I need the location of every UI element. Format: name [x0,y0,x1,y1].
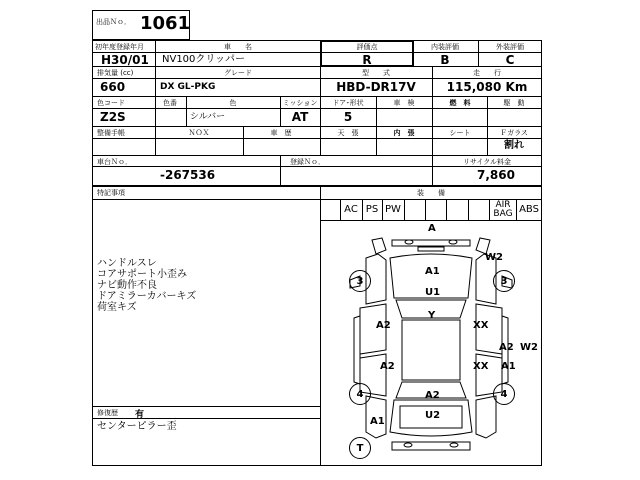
mark-right-rear-panel: A1 [501,361,516,372]
history-label: 車 歴 [270,129,292,137]
fuel-label: 燃 料 [449,99,471,107]
mark-right-window: W2 [520,342,538,353]
note-line: 荷室キズ [97,302,137,313]
equipment-abs: ABS [519,204,539,215]
seat-label: シート [449,129,471,137]
interior-grade-label: 内装評価 [431,43,459,51]
mark-right-rear-door: XX [473,361,489,372]
lot-number-label: 出品Ｎｏ． [96,18,131,26]
chassis-number: -267536 [160,168,216,182]
tire-rear-right: 4 [493,383,515,405]
model-code: HBD-DR17V [336,80,416,94]
color-label: 色 [229,99,237,107]
mileage: 115,080 Km [446,80,528,94]
service-record-label: 整備手帳 [97,129,125,137]
equipment-pw: PW [385,204,401,215]
chassis-number-label: 車台Ｎｏ． [97,158,132,166]
nox-label: ＮＯＸ [188,129,210,137]
equipment-ps: PS [365,204,379,215]
grade: DX GL-PKG [160,82,216,92]
color-number-label: 色番 [163,99,177,107]
overall-score: R [362,53,372,67]
front-glass: 割れ [504,140,524,151]
tire-rear-left: 4 [349,383,371,405]
inspection-label: 車 検 [393,99,415,107]
door-count: 5 [343,110,353,124]
note-line: ドアミラーカバーキズ [97,291,197,302]
tire-front-right: 3 [493,270,515,292]
score-label: 評価点 [356,43,378,51]
note-line: ハンドルスレ [97,258,157,269]
exterior-grade-label: 外装評価 [496,43,524,51]
mark-rear-u2: U2 [425,410,441,421]
inner-lining-label: 内 張 [393,129,415,137]
drive-label: 駆 動 [503,99,525,107]
front-glass-label: Ｆガラス [500,129,528,137]
mark-right-front-door: XX [473,320,489,331]
tire-front-left: 3 [349,270,371,292]
mark-right-side: A2 [499,342,514,353]
mission: AT [291,110,309,124]
mark-left-rear-door: A2 [380,361,395,372]
mark-left-front-door: A2 [376,320,391,331]
lot-number: 1061 [140,13,191,34]
roof-lining-label: 天 張 [337,129,359,137]
registration-number-label: 登録Ｎｏ． [290,158,325,166]
exterior-grade: C [505,53,515,67]
door-label: ドア･形状 [332,99,364,107]
mission-label: ミッション [282,99,318,107]
mark-front-bumper: A [428,223,436,234]
note-line: コアサポート小歪み [97,269,187,280]
displacement-label: 排気量 (cc) [97,69,134,77]
repair-history-label: 修復歴 [97,409,118,417]
equipment-airbag: AIR BAG [493,200,513,219]
recycle-fee-label: リサイクル料金 [462,158,512,166]
color: シルバー [190,112,226,122]
notes-label: 特記事項 [97,189,125,197]
grade-label: グレード [224,69,252,77]
mileage-label: 走 行 [473,69,501,77]
mark-hood-a1: A1 [425,266,440,277]
displacement: 660 [100,80,126,94]
mark-rear-a2: A2 [425,390,440,401]
mark-roof: Y [428,310,436,321]
tail-circle: T [349,437,371,459]
equipment-ac: AC [344,204,358,215]
model-code-label: 型 式 [362,69,390,77]
color-code-label: 色コード [97,99,125,107]
interior-grade: B [440,53,450,67]
registration-date-label: 初年度登録年月 [95,43,144,51]
note-line: ナビ動作不良 [97,280,157,291]
equipment-label: 装 備 [417,189,445,197]
recycle-fee: 7,860 [477,168,515,182]
color-code: Z2S [100,110,126,124]
repair-detail: センターピラー歪 [97,421,177,432]
repair-history-value: 有 [135,410,145,420]
mark-front-glass: W2 [485,252,503,263]
registration-date: H30/01 [101,53,149,67]
car-name-label: 車 名 [224,43,252,51]
car-name: NV100クリッパー [162,54,246,65]
mark-hood-u1: U1 [425,287,441,298]
notes-list [97,258,196,313]
mark-rear-left-a1: A1 [370,416,385,427]
